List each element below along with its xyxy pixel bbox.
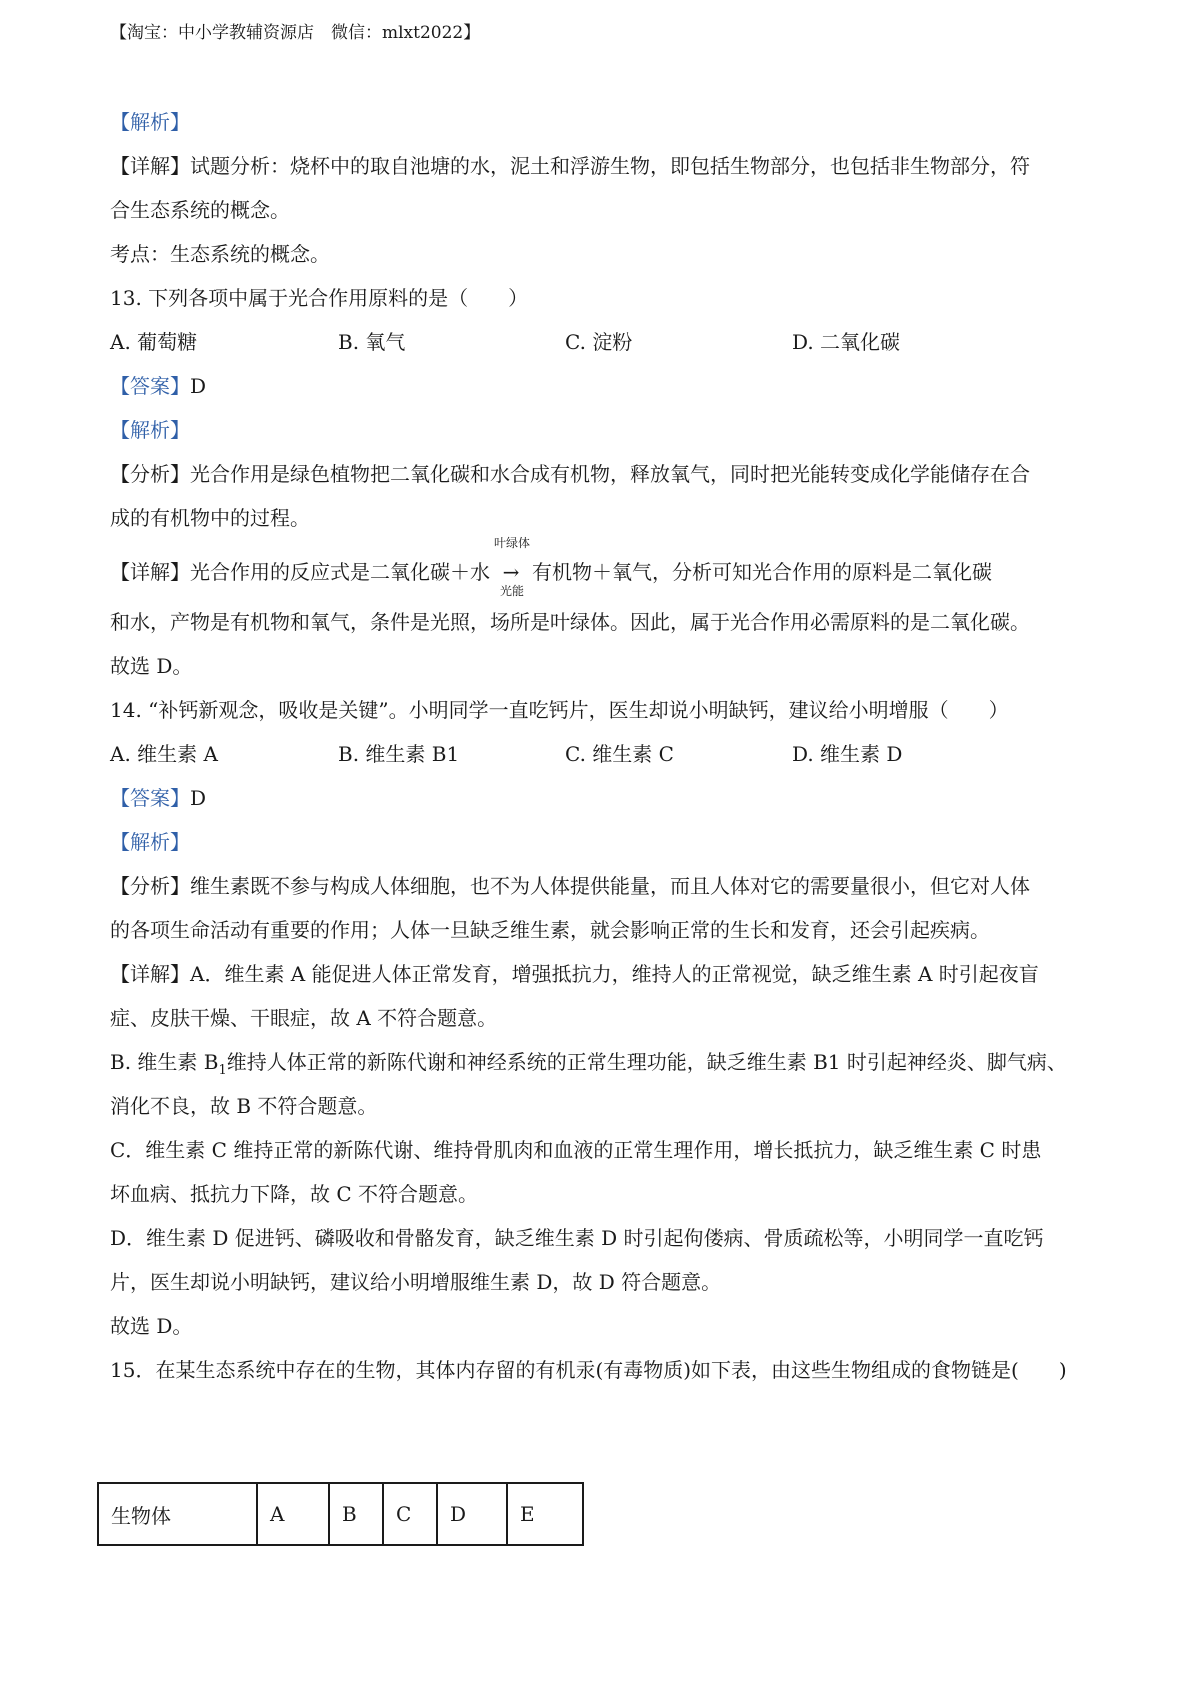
question-13: 13. 下列各项中属于光合作用原料的是（ ）	[110, 286, 529, 310]
table-row	[98, 1483, 583, 1545]
q13-fenxi-cont: 成的有机物中的过程。	[110, 506, 310, 530]
q13-fenxi: 【分析】光合作用是绿色植物把二氧化碳和水合成有机物，释放氧气，同时把光能转变成化学能储存在合	[110, 462, 1030, 486]
q14-xiangjie-b: B. 维生素 $B_1$维持人体正常的新陈代谢和神经系统的正常生理功能，缺乏维生素 B1 时引起神经炎、脚气病、	[110, 1050, 1067, 1078]
q14-option-b: B. 维生素 B1	[338, 742, 460, 766]
q14-xiangjie-c: C．维生素 C 维持正常的新陈代谢、维持骨肌肉和血液的正常生理作用，增长抵抗力，缺乏维生素 C 时患	[110, 1138, 1042, 1162]
question-15: 15．在某生态系统中存在的生物，其体内存留的有机汞(有毒物质)如下表，由这些生物组成的食物链是( )	[110, 1358, 1067, 1382]
q14-xiangjie-c-cont: 坏血病、抵抗力下降，故 C 不符合题意。	[110, 1182, 479, 1206]
q13-xiangjie-equation: 【详解】光合作用的反应式是二氧化碳＋水 叶绿体 → 光能 有机物＋氧气，分析可知光合作用的原料是二氧化碳	[110, 536, 992, 598]
table-cell: E	[507, 1483, 583, 1545]
q14-xiangjie-d-cont: 片，医生却说小明缺钙，建议给小明增服维生素 D，故 D 符合题意。	[110, 1270, 722, 1294]
mercury-table	[97, 1482, 584, 1546]
table-cell: 生物体	[98, 1483, 257, 1545]
question-14: 14. “补钙新观念，吸收是关键”。小明同学一直吃钙片，医生却说小明缺钙，建议给小明增服（ ）	[110, 698, 1009, 722]
reaction-arrow-icon: 叶绿体 → 光能	[493, 536, 530, 598]
xiangjie-paragraph: 【详解】试题分析：烧杯中的取自池塘的水，泥土和浮游生物，即包括生物部分，也包括非生物部分，符	[110, 154, 1030, 178]
q14-xiangjie-a: 【详解】A．维生素 A 能促进人体正常发育，增强抵抗力，维持人的正常视觉，缺乏维生素 A 时引起夜盲	[110, 962, 1039, 986]
q14-guxuan: 故选 D。	[110, 1314, 193, 1338]
q14-option-c: C. 维生素 C	[565, 742, 674, 766]
jiexi-tag: 【解析】	[110, 110, 190, 134]
q13-answer: 【答案】D	[110, 374, 207, 398]
xiangjie-paragraph-cont: 合生态系统的概念。	[110, 198, 290, 222]
q13-jiexi-tag: 【解析】	[110, 418, 190, 442]
q13-option-b: B. 氧气	[338, 330, 406, 354]
q14-xiangjie-a-cont: 症、皮肤干燥、干眼症，故 A 不符合题意。	[110, 1006, 498, 1030]
q14-xiangjie-d: D．维生素 D 促进钙、磷吸收和骨骼发育，缺乏维生素 D 时引起佝偻病、骨质疏松等，小明同学一直吃钙	[110, 1226, 1044, 1250]
q13-guxuan: 故选 D。	[110, 654, 193, 678]
q13-option-d: D. 二氧化碳	[792, 330, 901, 354]
table-cell: B	[329, 1483, 383, 1545]
q14-fenxi-cont: 的各项生命活动有重要的作用；人体一旦缺乏维生素，就会影响正常的生长和发育，还会引起疾病。	[110, 918, 990, 942]
kaodian: 考点：生态系统的概念。	[110, 242, 330, 266]
q14-fenxi: 【分析】维生素既不参与构成人体细胞，也不为人体提供能量，而且人体对它的需要量很小，但它对人体	[110, 874, 1030, 898]
table-cell: D	[437, 1483, 507, 1545]
q14-jiexi-tag: 【解析】	[110, 830, 190, 854]
q13-xiangjie-cont: 和水，产物是有机物和氧气，条件是光照，场所是叶绿体。因此，属于光合作用必需原料的是二氧化碳。	[110, 610, 1030, 634]
q13-option-c: C. 淀粉	[565, 330, 633, 354]
q14-answer: 【答案】D	[110, 786, 207, 810]
table-cell: A	[257, 1483, 329, 1545]
q14-option-d: D. 维生素 D	[792, 742, 903, 766]
q13-option-a: A. 葡萄糖	[110, 330, 198, 354]
q14-xiangjie-b-cont: 消化不良，故 B 不符合题意。	[110, 1094, 378, 1118]
header-watermark: 【淘宝：中小学教辅资源店 微信：mlxt2022】	[110, 23, 481, 43]
table-cell: C	[383, 1483, 437, 1545]
q14-option-a: A. 维生素 A	[110, 742, 218, 766]
